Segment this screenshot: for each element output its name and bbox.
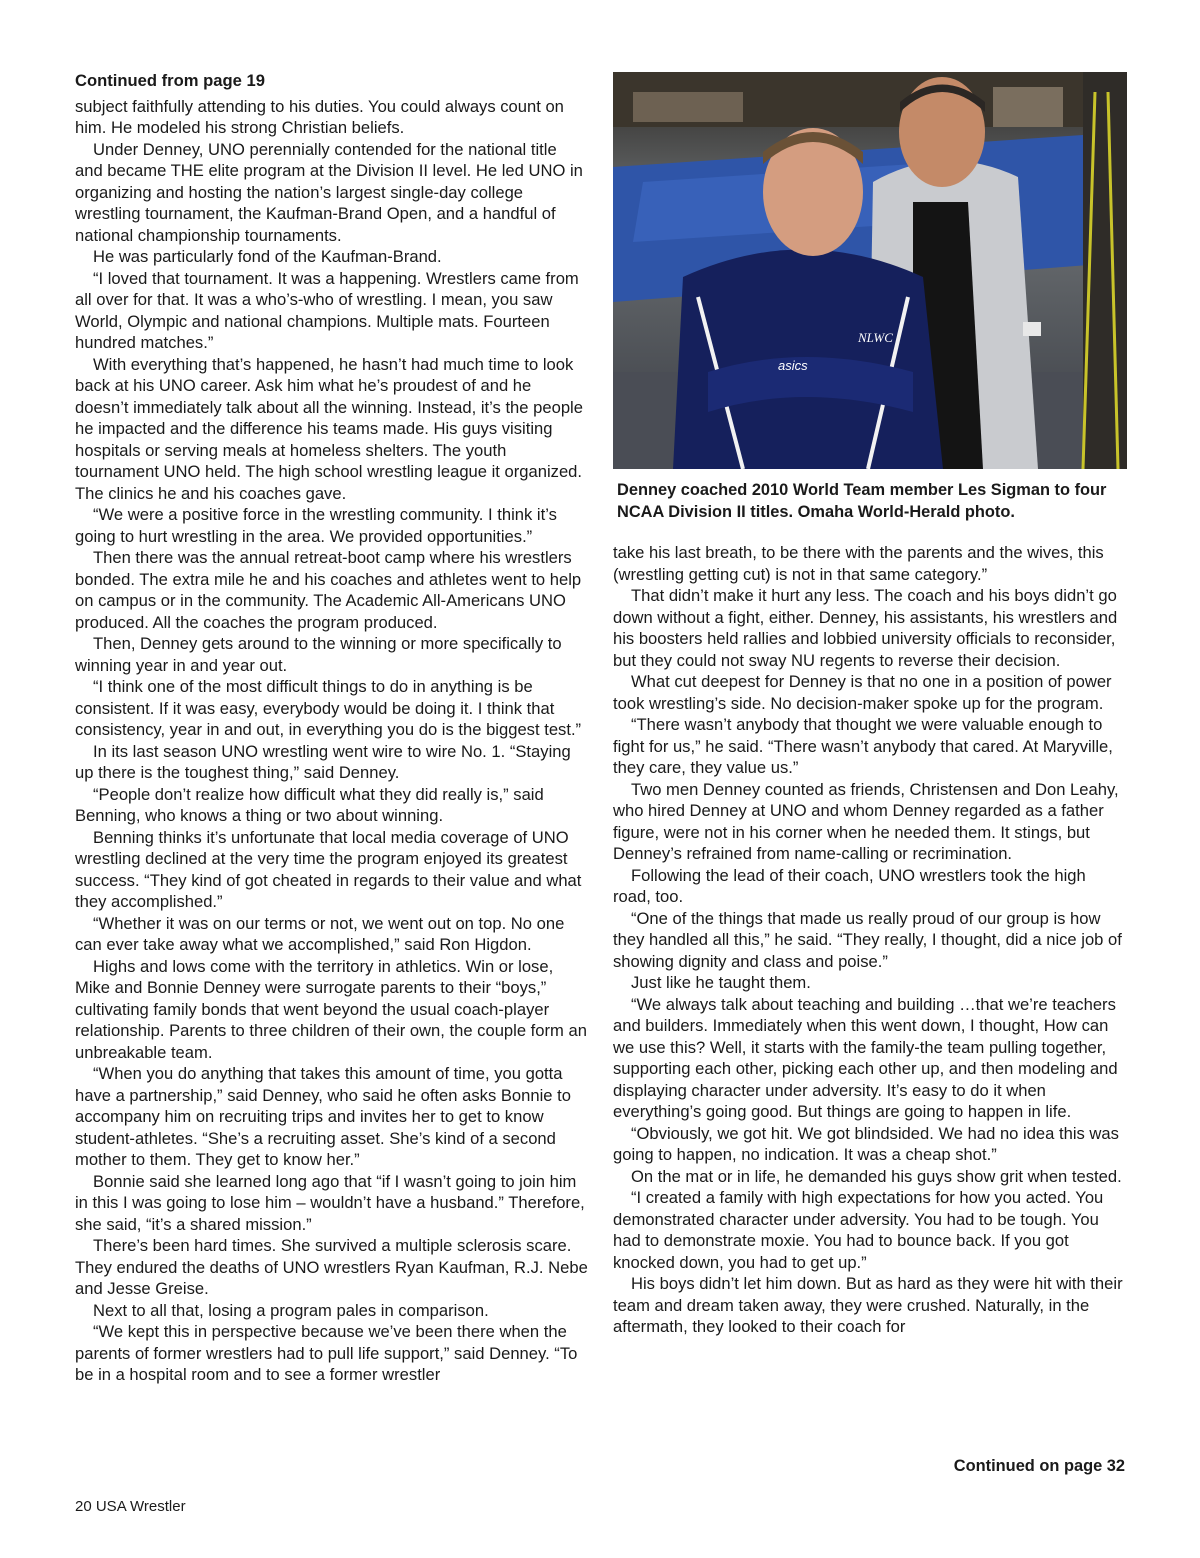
article-paragraph: With everything that’s happened, he hasn’t had much time to look back at his UNO career. Ask him what he’s proudest of and he doesn’t immediately talk about all the winning. Instead, it’s the people he impacted and the difference his teams made. His guys visiting hospitals or serving meals at homeless shelters. The youth tournament UNO held. The high school wrestling league it organized. The clinics he and his coaches gave. — [75, 354, 583, 503]
article-paragraph: Bonnie said she learned long ago that “if I wasn’t going to join him in this I was going to lose him – wouldn’t have a husband.” Therefore, she said, “it’s a shared mission.” — [75, 1171, 585, 1234]
article-paragraph: That didn’t make it hurt any less. The coach and his boys didn’t go down without a fight, either. Denney, his assistants, his wrestlers and his boosters held rallies and lobbied university officials to reconsider, but they could not sway NU regents to reverse their decision. — [613, 586, 1118, 670]
article-paragraph: “We always talk about teaching and building …that we’re teachers and builders. Immediately when this went down, I thought, How can we use this? Well, it starts with the family-the team pulling together, supporting each other, picking each other up, and then modeling and displaying character under adversity. It’s easy to do it when everything’s going good. But things are going to happen in life. — [613, 994, 1118, 1121]
nlwc-logo-text: NLWC — [858, 330, 893, 345]
photo-caption: Denney coached 2010 World Team member Les Sigman to four NCAA Division II titles. Omaha World-Herald photo. — [617, 481, 1107, 521]
article-paragraph: “There wasn’t anybody that thought we were valuable enough to fight for us,” he said. “There wasn’t anybody that cared. At Maryville, they care, they value us.” — [613, 715, 1113, 777]
article-paragraph: “I think one of the most difficult things to do in anything is be consistent. If it was easy, everybody would be doing it. I think that consistency, year in and out, in everything you do is the biggest test.” — [75, 677, 582, 739]
article-paragraph: Under Denney, UNO perennially contended for the national title and became THE elite program at the Division II level. He led UNO in organizing and hosting the nation’s largest single-day college wrestling tournament, the Kaufman-Brand Open, and a handful of national championship tournaments. — [75, 139, 583, 245]
article-paragraph: On the mat or in life, he demanded his guys show grit when tested. — [631, 1166, 1122, 1186]
article-paragraph: Benning thinks it’s unfortunate that local media coverage of UNO wrestling declined at the very time the program enjoyed its greatest success. “They kind of got cheated in regards to their value and what they accomplished.” — [75, 827, 582, 911]
page-folio: 20 USA Wrestler — [75, 1498, 186, 1515]
continued-on-label: Continued on page 32 — [953, 1457, 1125, 1475]
article-paragraph: “One of the things that made us really proud of our group is how they handled all this,” he said. “They really, I thought, did a nice job of showing dignity and class and poise.” — [613, 908, 1122, 971]
article-paragraph: Next to all that, losing a program pales in comparison. — [93, 1300, 489, 1320]
photo-illustration — [613, 72, 1127, 469]
article-paragraph: take his last breath, to be there with the parents and the wives, this (wrestling getting cut) is not in that same category.” — [613, 543, 1104, 584]
article-paragraph: “I created a family with high expectations for how you acted. You demonstrated character under adversity. You had to be tough. You had to demonstrate moxie. You had to bounce back. If you got knocked down, you had to get up.” — [613, 1188, 1104, 1272]
right-column — [613, 542, 1127, 1338]
article-paragraph: “People don’t realize how difficult what they did really is,” said Benning, who knows a thing or two about winning. — [75, 784, 544, 825]
article-paragraph: Then there was the annual retreat-boot camp where his wrestlers bonded. The extra mile he and his coaches and athletes went to help on campus or in the community. The Academic All-Americans UNO produced. All the coaches the program produced. — [75, 548, 582, 632]
article-paragraph: Then, Denney gets around to the winning or more specifically to winning year in and year out. — [75, 634, 562, 675]
article-paragraph: He was particularly fond of the Kaufman-Brand. — [93, 247, 442, 266]
asics-logo-text: asics — [778, 358, 808, 373]
article-paragraph: subject faithfully attending to his duties. You could always count on him. He modeled his strong Christian beliefs. — [75, 96, 564, 137]
left-column — [75, 70, 588, 1386]
article-paragraph: Just like he taught them. — [631, 973, 811, 992]
article-paragraph: What cut deepest for Denney is that no one in a position of power took wrestling’s side. No decision-maker spoke up for the program. — [613, 672, 1112, 713]
article-paragraph: “We were a positive force in the wrestling community. I think it’s going to hurt wrestling in the area. We provided opportunities.” — [75, 505, 557, 546]
article-paragraph: In its last season UNO wrestling went wire to wire No. 1. “Staying up there is the toughest thing,” said Denney. — [75, 741, 571, 782]
article-paragraph: Highs and lows come with the territory in athletics. Win or lose, Mike and Bonnie Denney were surrogate parents to their “boys,” cultivating family bonds that went beyond the usual coach-player relationship. Parents to three children of their own, the couple form an unbreakable team. — [75, 956, 587, 1062]
article-paragraph: “We kept this in perspective because we’ve been there when the parents of former wrestlers had to pull life support,” said Denney. “To be in a hospital room and to see a former wrestler — [75, 1322, 578, 1384]
article-paragraph: “Obviously, we got hit. We got blindsided. We had no idea this was going to happen, no indication. It was a cheap shot.” — [613, 1123, 1119, 1164]
article-paragraph: Two men Denney counted as friends, Christensen and Don Leahy, who hired Denney at UNO and whom Denney regarded as a father figure, were not in his corner when he needed them. It stings, but Denney’s refrained from name-calling or recrimination. — [613, 779, 1119, 863]
article-paragraph: “When you do anything that takes this amount of time, you gotta have a partnership,” said Denney, who said he often asks Bonnie to accompany him on recruiting trips and invites her to get to know student-athletes. “She’s a recruiting asset. She’s kind of a second mother to them. They get to know her.” — [75, 1064, 571, 1169]
article-paragraph: His boys didn’t let him down. But as hard as they were hit with their team and dream taken away, they were crushed. Naturally, in the aftermath, they looked to their coach for — [613, 1274, 1123, 1336]
continued-from-label: Continued from page 19 — [75, 71, 265, 90]
article-paragraph: There’s been hard times. She survived a multiple sclerosis scare. They endured the deaths of UNO wrestlers Ryan Kaufman, R.J. Nebe and Jesse Greise. — [75, 1236, 588, 1298]
article-paragraph: Following the lead of their coach, UNO wrestlers took the high road, too. — [613, 865, 1086, 906]
article-paragraph: “I loved that tournament. It was a happening. Wrestlers came from all over for that. It was a who’s-who of wrestling. I mean, you saw World, Olympic and national champions. Multiple mats. Fourteen hundred matches.” — [75, 268, 579, 352]
article-paragraph: “Whether it was on our terms or not, we went out on top. No one can ever take away what we accomplished,” said Ron Higdon. — [75, 913, 565, 954]
coaches-photo — [613, 72, 1127, 469]
